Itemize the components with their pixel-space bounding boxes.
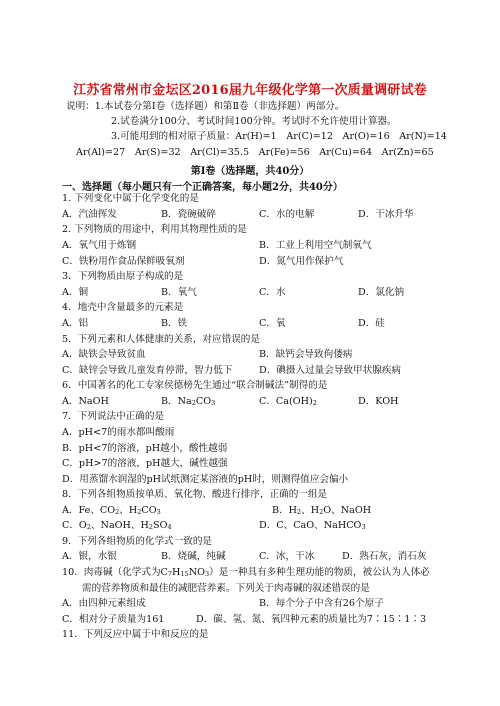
question-9-option-a: A．银，水银 <box>62 551 117 562</box>
question-10-stem-continued: 需的营养物质和最佳的减肥营养素。下列关于肉毒碱的叙述错误的是 <box>82 583 370 594</box>
question-4-option-d: D．硅 <box>358 318 385 329</box>
question-7-option-b: B．pH<7的溶液，pH越小，酸性越弱 <box>62 443 228 454</box>
question-5-option-a: A．缺铁会导致贫血 <box>62 349 146 360</box>
question-4-stem: 4．地壳中含量最多的元素是 <box>62 302 184 313</box>
question-9-option-b: B．烧碱，纯碱 <box>161 551 226 562</box>
exam-title: 江苏省常州市金坛区2016届九年级化学第一次质量调研试卷 <box>73 83 427 98</box>
question-2-option-c: C．铁粉用作食品保鲜吸氧剂 <box>62 256 185 267</box>
question-5-option-c: C．缺锌会导致儿童发育停滞，智力低下 <box>62 365 233 376</box>
question-6-option-c: C．$Ca(OH)_2$ <box>259 396 317 407</box>
question-5-stem: 5．下列元素和人体健康的关系，对应错误的是 <box>62 334 260 345</box>
question-10-option-d: D．碳、氢、氮、氧四种元素的质量比为7∶15∶1∶3 <box>196 614 427 625</box>
question-6-option-b: B．$Na_2CO_3$ <box>161 396 216 407</box>
part-heading: 一、选择题（每小题只有一个正确答案，每小题2分，共40分） <box>62 182 343 193</box>
note-line-2: 2.试卷满分100分、考试时间100分钟。考试时不允许使用计算器。 <box>111 116 397 127</box>
question-4-option-b: B．铁 <box>161 318 188 329</box>
question-5-option-b: B．缺钙会导致佝偻病 <box>259 349 353 360</box>
question-11-stem: 11．下列反应中属于中和反应的是 <box>62 629 209 640</box>
question-10-stem: 10．肉毒碱（化学式为$C_7H_{15}NO_3$）是一种具有多种生理功能的物质，被公认为人体必 <box>62 567 430 578</box>
question-8-option-b: B．$H_2$、$H_2O$、NaOH <box>272 505 372 516</box>
question-5-option-d: D．碘摄入过量会导致甲状腺疾病 <box>259 365 402 376</box>
question-3-option-a: A．铜 <box>62 287 89 298</box>
question-1-option-c: C．水的电解 <box>259 209 315 220</box>
section-heading: 第Ⅰ卷（选择题，共40分） <box>190 166 310 177</box>
question-7-option-a: A．pH<7的雨水都叫酸雨 <box>62 427 175 438</box>
question-2-option-b: B．工业上利用空气制氧气 <box>259 240 372 251</box>
question-1-option-d: D．干冰升华 <box>358 209 414 220</box>
question-4-option-c: C．氧 <box>259 318 286 329</box>
question-8-option-a: A．Fe、$CO_2$、$H_2CO_3$ <box>62 505 161 516</box>
note-line-4: Ar(Al)=27 Ar(S)=32 Ar(Cl)=35.5 Ar(Fe)=56 Ar(Cu)=64 Ar(Zn)=65 <box>76 147 434 158</box>
question-6-option-a: A．NaOH <box>62 396 109 407</box>
question-10-option-b: B．每个分子中含有26个原子 <box>259 598 384 609</box>
note-line-1: 说明：1.本试卷分第Ⅰ卷（选择题）和第Ⅱ卷（非选择题）两部分。 <box>66 101 345 112</box>
question-10-option-c: C．相对分子质量为161 <box>62 614 165 625</box>
question-9-option-c: C．冰，干冰 <box>259 551 315 562</box>
question-3-option-c: C．水 <box>259 287 286 298</box>
question-1-stem: 1. 下列变化中属于化学变化的是 <box>62 193 199 204</box>
question-2-option-a: A．氧气用于炼钢 <box>62 240 137 251</box>
question-8-option-d: D．C、CaO、NaHCO$_3$ <box>259 520 366 531</box>
question-3-option-b: B．氧气 <box>161 287 197 298</box>
question-1-option-a: A．汽油挥发 <box>62 209 117 220</box>
question-2-option-d: D．氮气用作保护气 <box>259 256 344 267</box>
question-6-stem: 6．中国著名的化工专家侯德榜先生通过“联合制碱法”制得的是 <box>62 380 328 391</box>
question-10-option-a: A．由四种元素组成 <box>62 598 146 609</box>
question-1-option-b: B．瓷碗破碎 <box>161 209 217 220</box>
note-line-3: 3.可能用到的相对原子质量：Ar(H)=1 Ar(C)=12 Ar(O)=16 Ar(N)=14 <box>111 131 447 142</box>
question-3-stem: 3．下列物质由原子构成的是 <box>62 271 184 282</box>
question-8-stem: 8．下列各组物质按单质、氧化物、酸进行排序，正确的一组是 <box>62 489 328 500</box>
question-7-option-c: C．pH>7的溶液，pH越大，碱性越强 <box>62 458 228 469</box>
question-8-option-c: C．$O_2$、NaOH、$H_2SO_4$ <box>62 520 172 531</box>
question-4-option-a: A．铝 <box>62 318 89 329</box>
question-9-stem: 9．下列各组物质的化学式一致的是 <box>62 536 213 547</box>
question-7-option-d: D．用蒸馏水润湿的pH试纸测定某溶液的pH时，则测得值应会偏小 <box>62 474 349 485</box>
question-6-option-d: D．KOH <box>358 396 399 407</box>
question-3-option-d: D．氯化钠 <box>358 287 405 298</box>
question-9-option-d: D．熟石灰，消石灰 <box>342 551 427 562</box>
question-7-stem: 7．下列说法中正确的是 <box>62 411 165 422</box>
question-2-stem: 2. 下列物质的用途中，利用其物理性质的是 <box>62 224 247 235</box>
